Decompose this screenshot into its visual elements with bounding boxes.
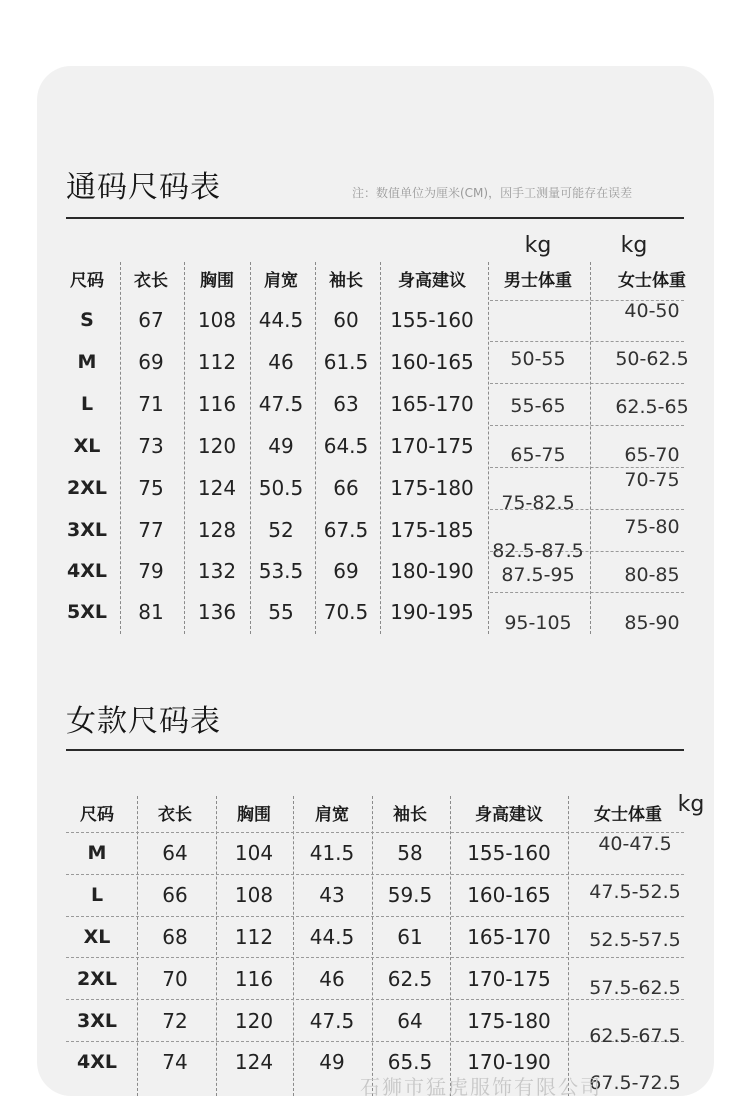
table2-column-divider bbox=[137, 796, 138, 1096]
table2-measure-cell: 124 bbox=[234, 1050, 274, 1074]
table1-measure-cell: 66 bbox=[333, 476, 359, 500]
table2-size-cell: 4XL bbox=[77, 1051, 117, 1073]
table2-female-weight: 40-47.5 bbox=[598, 833, 672, 855]
table2-measure-cell: 49 bbox=[319, 1050, 345, 1074]
table1-female-weight: 85-90 bbox=[624, 612, 680, 634]
table1-measure-cell: 120 bbox=[197, 434, 237, 458]
table1-column-divider bbox=[380, 262, 381, 634]
table2-measure-cell: 104 bbox=[234, 841, 274, 865]
table1-header-cell: 女士体重 bbox=[618, 271, 686, 291]
table1-measure-cell: 155-160 bbox=[390, 308, 474, 332]
table1-measure-cell: 70.5 bbox=[323, 600, 369, 624]
table2-measure-cell: 43 bbox=[319, 883, 345, 907]
table2-size-cell: 2XL bbox=[77, 968, 117, 990]
table2-kg: kg bbox=[677, 792, 705, 817]
table2-header-cell: 胸围 bbox=[237, 805, 271, 825]
table1-male-weight: 65-75 bbox=[510, 444, 566, 466]
table1-measure-cell: 60 bbox=[333, 308, 359, 332]
table2-row-divider bbox=[66, 916, 684, 917]
table2-measure-cell: 120 bbox=[234, 1009, 274, 1033]
table2-measure-cell: 44.5 bbox=[309, 925, 355, 949]
table2-measure-cell: 61 bbox=[397, 925, 423, 949]
table1-measure-cell: 175-180 bbox=[390, 476, 474, 500]
table1-measure-cell: 128 bbox=[197, 518, 237, 542]
table1-measure-cell: 124 bbox=[197, 476, 237, 500]
table2-measure-cell: 68 bbox=[162, 925, 188, 949]
table1-male-weight: 75-82.5 bbox=[501, 492, 575, 514]
table1-column-divider bbox=[250, 262, 251, 634]
table1-row-divider bbox=[490, 425, 684, 426]
table1-column-divider bbox=[315, 262, 316, 634]
table1-female-weight: 80-85 bbox=[624, 564, 680, 586]
table2-measure-cell: 46 bbox=[319, 967, 345, 991]
table2-female-weight: 62.5-67.5 bbox=[589, 1025, 681, 1047]
table2-measure-cell: 64 bbox=[397, 1009, 423, 1033]
table1-measure-cell: 67.5 bbox=[323, 518, 369, 542]
table1-size-cell: 4XL bbox=[67, 560, 107, 582]
table2-column-divider bbox=[216, 796, 217, 1096]
table1-header-cell: 胸围 bbox=[200, 271, 234, 291]
table1-measure-cell: 44.5 bbox=[258, 308, 304, 332]
table2-measure-cell: 47.5 bbox=[309, 1009, 355, 1033]
table1-row-divider bbox=[490, 467, 684, 468]
table2-size-cell: L bbox=[90, 884, 104, 906]
table1-header-cell: 肩宽 bbox=[264, 271, 298, 291]
table2-column-divider bbox=[293, 796, 294, 1096]
table1-male-weight: 50-55 bbox=[510, 348, 566, 370]
table2-size-cell: 3XL bbox=[77, 1010, 117, 1032]
table2-measure-cell: 155-160 bbox=[467, 841, 551, 865]
table1-measure-cell: 165-170 bbox=[390, 392, 474, 416]
table1-female-weight: 40-50 bbox=[624, 300, 680, 322]
table1-female-weight: 70-75 bbox=[624, 469, 680, 491]
table2-measure-cell: 170-190 bbox=[467, 1050, 551, 1074]
table2-measure-cell: 72 bbox=[162, 1009, 188, 1033]
table2-column-divider bbox=[568, 796, 569, 1096]
table2-measure-cell: 108 bbox=[234, 883, 274, 907]
company-watermark: 石狮市猛虎服饰有限公司 bbox=[360, 1075, 602, 1099]
table1-measure-cell: 64.5 bbox=[323, 434, 369, 458]
table1-female-weight: 65-70 bbox=[624, 444, 680, 466]
table1-header-cell: 袖长 bbox=[329, 271, 363, 291]
table1-measure-cell: 132 bbox=[197, 559, 237, 583]
table2-measure-cell: 112 bbox=[234, 925, 274, 949]
table2-measure-cell: 58 bbox=[397, 841, 423, 865]
table1-measure-cell: 180-190 bbox=[390, 559, 474, 583]
table2-size-cell: XL bbox=[83, 926, 111, 948]
table1-measure-cell: 61.5 bbox=[323, 350, 369, 374]
table1-measure-cell: 108 bbox=[197, 308, 237, 332]
table1-size-cell: 3XL bbox=[67, 519, 107, 541]
table1-measure-cell: 136 bbox=[197, 600, 237, 624]
table1-measure-cell: 75 bbox=[138, 476, 164, 500]
table1-size-cell: L bbox=[80, 393, 94, 415]
table1-measure-cell: 73 bbox=[138, 434, 164, 458]
table1-male-weight: 95-105 bbox=[504, 612, 572, 634]
table2-header-cell: 女士体重 bbox=[594, 805, 662, 825]
table1-title: 通码尺码表 bbox=[66, 170, 221, 205]
table1-measure-cell: 49 bbox=[268, 434, 294, 458]
table1-female-weight: 75-80 bbox=[624, 516, 680, 538]
table2-measure-cell: 116 bbox=[234, 967, 274, 991]
table2-measure-cell: 64 bbox=[162, 841, 188, 865]
table1-size-cell: 2XL bbox=[67, 477, 107, 499]
table2-header-cell: 袖长 bbox=[393, 805, 427, 825]
table2-measure-cell: 175-180 bbox=[467, 1009, 551, 1033]
table1-measure-cell: 46 bbox=[268, 350, 294, 374]
table1-column-divider bbox=[590, 262, 591, 634]
table1-female-weight: 62.5-65 bbox=[615, 396, 689, 418]
table2-header-cell: 衣长 bbox=[158, 805, 192, 825]
table2-measure-cell: 62.5 bbox=[387, 967, 433, 991]
table1-measure-cell: 52 bbox=[268, 518, 294, 542]
table2-title-rule bbox=[66, 749, 684, 751]
table2-female-weight: 52.5-57.5 bbox=[589, 929, 681, 951]
table2-header-cell: 尺码 bbox=[80, 805, 114, 825]
table1-row-divider bbox=[490, 592, 684, 593]
table1-header-cell: 衣长 bbox=[134, 271, 168, 291]
table1-size-cell: M bbox=[77, 351, 97, 373]
table2-measure-cell: 59.5 bbox=[387, 883, 433, 907]
table1-header-cell: 身高建议 bbox=[398, 271, 466, 291]
table2-column-divider bbox=[372, 796, 373, 1096]
table1-measure-cell: 63 bbox=[333, 392, 359, 416]
table1-column-divider bbox=[184, 262, 185, 634]
table2-measure-cell: 170-175 bbox=[467, 967, 551, 991]
table2-measure-cell: 70 bbox=[162, 967, 188, 991]
table2-header-cell: 身高建议 bbox=[475, 805, 543, 825]
table1-header-cell: 尺码 bbox=[70, 271, 104, 291]
table2-row-divider bbox=[66, 832, 684, 833]
table1-female-weight: 50-62.5 bbox=[615, 348, 689, 370]
table1-measure-cell: 112 bbox=[197, 350, 237, 374]
table1-size-cell: S bbox=[80, 309, 94, 331]
table1-row-divider bbox=[490, 383, 684, 384]
table2-female-weight: 67.5-72.5 bbox=[589, 1072, 681, 1094]
table1-measure-cell: 81 bbox=[138, 600, 164, 624]
table2-size-cell: M bbox=[87, 842, 107, 864]
table1-measure-cell: 50.5 bbox=[258, 476, 304, 500]
table1-measure-cell: 53.5 bbox=[258, 559, 304, 583]
table1-measure-cell: 55 bbox=[268, 600, 294, 624]
table1-measure-cell: 67 bbox=[138, 308, 164, 332]
table1-male-weight: 87.5-95 bbox=[501, 564, 575, 586]
table2-measure-cell: 165-170 bbox=[467, 925, 551, 949]
table1-measure-cell: 175-185 bbox=[390, 518, 474, 542]
table2-measure-cell: 160-165 bbox=[467, 883, 551, 907]
table1-measure-cell: 71 bbox=[138, 392, 164, 416]
table2-row-divider bbox=[66, 874, 684, 875]
table2-header-cell: 肩宽 bbox=[315, 805, 349, 825]
table2-column-divider bbox=[450, 796, 451, 1096]
table1-measure-cell: 69 bbox=[138, 350, 164, 374]
table2-title: 女款尺码表 bbox=[66, 704, 221, 739]
table1-note: 注：数值单位为厘米(CM)，因手工测量可能存在误差 bbox=[352, 186, 633, 200]
table2-measure-cell: 65.5 bbox=[387, 1050, 433, 1074]
table2-measure-cell: 74 bbox=[162, 1050, 188, 1074]
table1-measure-cell: 69 bbox=[333, 559, 359, 583]
table1-header-cell: 男士体重 bbox=[504, 271, 572, 291]
table2-female-weight: 47.5-52.5 bbox=[589, 881, 681, 903]
table1-kg-male: kg bbox=[524, 233, 552, 258]
table1-measure-cell: 170-175 bbox=[390, 434, 474, 458]
table1-size-cell: XL bbox=[73, 435, 101, 457]
table1-measure-cell: 190-195 bbox=[390, 600, 474, 624]
table2-row-divider bbox=[66, 957, 684, 958]
table1-measure-cell: 47.5 bbox=[258, 392, 304, 416]
table1-measure-cell: 160-165 bbox=[390, 350, 474, 374]
table1-column-divider bbox=[120, 262, 121, 634]
table1-measure-cell: 116 bbox=[197, 392, 237, 416]
table1-row-divider bbox=[490, 341, 684, 342]
table1-kg-female: kg bbox=[620, 233, 648, 258]
table2-row-divider bbox=[66, 999, 684, 1000]
table2-measure-cell: 66 bbox=[162, 883, 188, 907]
table1-male-weight: 55-65 bbox=[510, 395, 566, 417]
table2-female-weight: 57.5-62.5 bbox=[589, 977, 681, 999]
table1-column-divider bbox=[488, 262, 489, 634]
table1-male-weight: 82.5-87.5 bbox=[492, 540, 584, 562]
table1-title-rule bbox=[66, 217, 684, 219]
table1-size-cell: 5XL bbox=[67, 601, 107, 623]
table1-measure-cell: 79 bbox=[138, 559, 164, 583]
table2-measure-cell: 41.5 bbox=[309, 841, 355, 865]
table1-measure-cell: 77 bbox=[138, 518, 164, 542]
